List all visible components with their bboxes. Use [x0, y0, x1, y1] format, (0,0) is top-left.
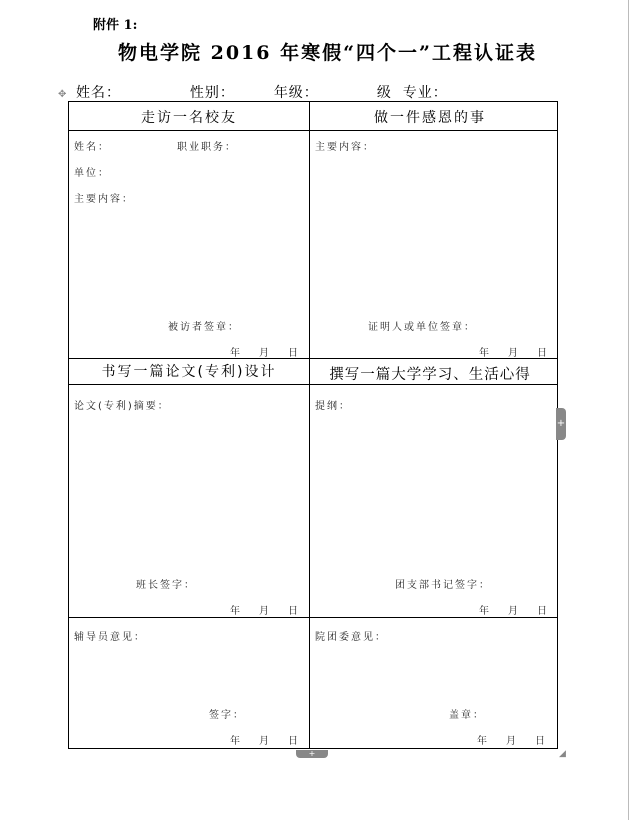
monitor-sign-label: 班长签字： — [136, 580, 196, 591]
outline-label: 提纲： — [315, 401, 351, 412]
info-line — [76, 82, 522, 102]
month-label: 月 — [508, 348, 518, 359]
date-line — [211, 344, 298, 359]
major-blank[interactable] — [448, 88, 522, 102]
day-label: 日 — [537, 348, 547, 359]
month-label: 月 — [259, 606, 269, 617]
month-label: 月 — [508, 606, 518, 617]
grade-label: 年级： — [273, 85, 319, 101]
page-edge — [628, 0, 629, 820]
month-label: 月 — [259, 736, 269, 747]
day-label: 日 — [537, 606, 547, 617]
row-divider — [69, 130, 557, 131]
seal-label: 盖章： — [449, 710, 485, 721]
visit-sign-label: 被访者签章： — [168, 322, 240, 333]
add-column-handle[interactable]: + — [556, 408, 566, 440]
name-blank[interactable] — [121, 88, 179, 102]
counselor-sign-label: 签字： — [209, 710, 245, 721]
date-line — [458, 732, 545, 747]
gender-label: 性别： — [189, 85, 235, 101]
month-label: 月 — [259, 348, 269, 359]
visit-job-label: 职业职务： — [177, 142, 237, 153]
table-resize-icon[interactable]: ◢ — [559, 749, 566, 759]
grade-blank[interactable] — [319, 88, 377, 102]
gratitude-content-label: 主要内容： — [315, 142, 375, 153]
league-secretary-sign-label: 团支部书记签字： — [395, 580, 491, 591]
counselor-opinion-label: 辅导员意见： — [74, 632, 146, 643]
column-divider — [309, 102, 310, 748]
visit-content-label: 主要内容： — [74, 194, 134, 205]
year-label: 年 — [230, 606, 240, 617]
header-thesis: 书写一篇论文(专利)设计 — [101, 364, 277, 380]
college-league-opinion-label: 院团委意见： — [315, 632, 387, 643]
gender-blank[interactable] — [235, 88, 263, 102]
header-visit-alumnus: 走访一名校友 — [69, 107, 309, 127]
year-label: 年 — [230, 348, 240, 359]
thesis-abstract-label: 论文(专利)摘要： — [74, 401, 170, 412]
month-label: 月 — [506, 736, 516, 747]
date-line — [211, 602, 298, 617]
add-row-handle[interactable]: + — [296, 750, 328, 758]
header-reflection: 撰写一篇大学学习、生活心得 — [329, 367, 531, 383]
day-label: 日 — [288, 606, 298, 617]
date-line — [460, 602, 547, 617]
year-label: 年 — [479, 606, 489, 617]
name-label: 姓名： — [76, 85, 121, 101]
certification-table — [68, 101, 558, 749]
visit-name-label: 姓名： — [74, 142, 110, 153]
table-move-handle-icon[interactable]: ✥ — [58, 89, 67, 100]
document-title: 物电学院 2016 年寒假“四个一”工程认证表 — [118, 42, 537, 64]
grade-suffix: 级 — [376, 85, 392, 101]
day-label: 日 — [535, 736, 545, 747]
year-label: 年 — [477, 736, 487, 747]
day-label: 日 — [288, 348, 298, 359]
date-line — [460, 344, 547, 359]
major-label: 专业： — [402, 85, 448, 101]
year-label: 年 — [479, 348, 489, 359]
year-label: 年 — [230, 736, 240, 747]
header-gratitude: 做一件感恩的事 — [310, 107, 550, 127]
gratitude-sign-label: 证明人或单位签章： — [368, 322, 476, 333]
visit-unit-label: 单位： — [74, 168, 110, 179]
date-line — [211, 732, 298, 747]
attachment-label: 附件 1: — [93, 18, 138, 33]
day-label: 日 — [288, 736, 298, 747]
row-divider — [69, 617, 557, 618]
row-divider — [69, 384, 557, 385]
